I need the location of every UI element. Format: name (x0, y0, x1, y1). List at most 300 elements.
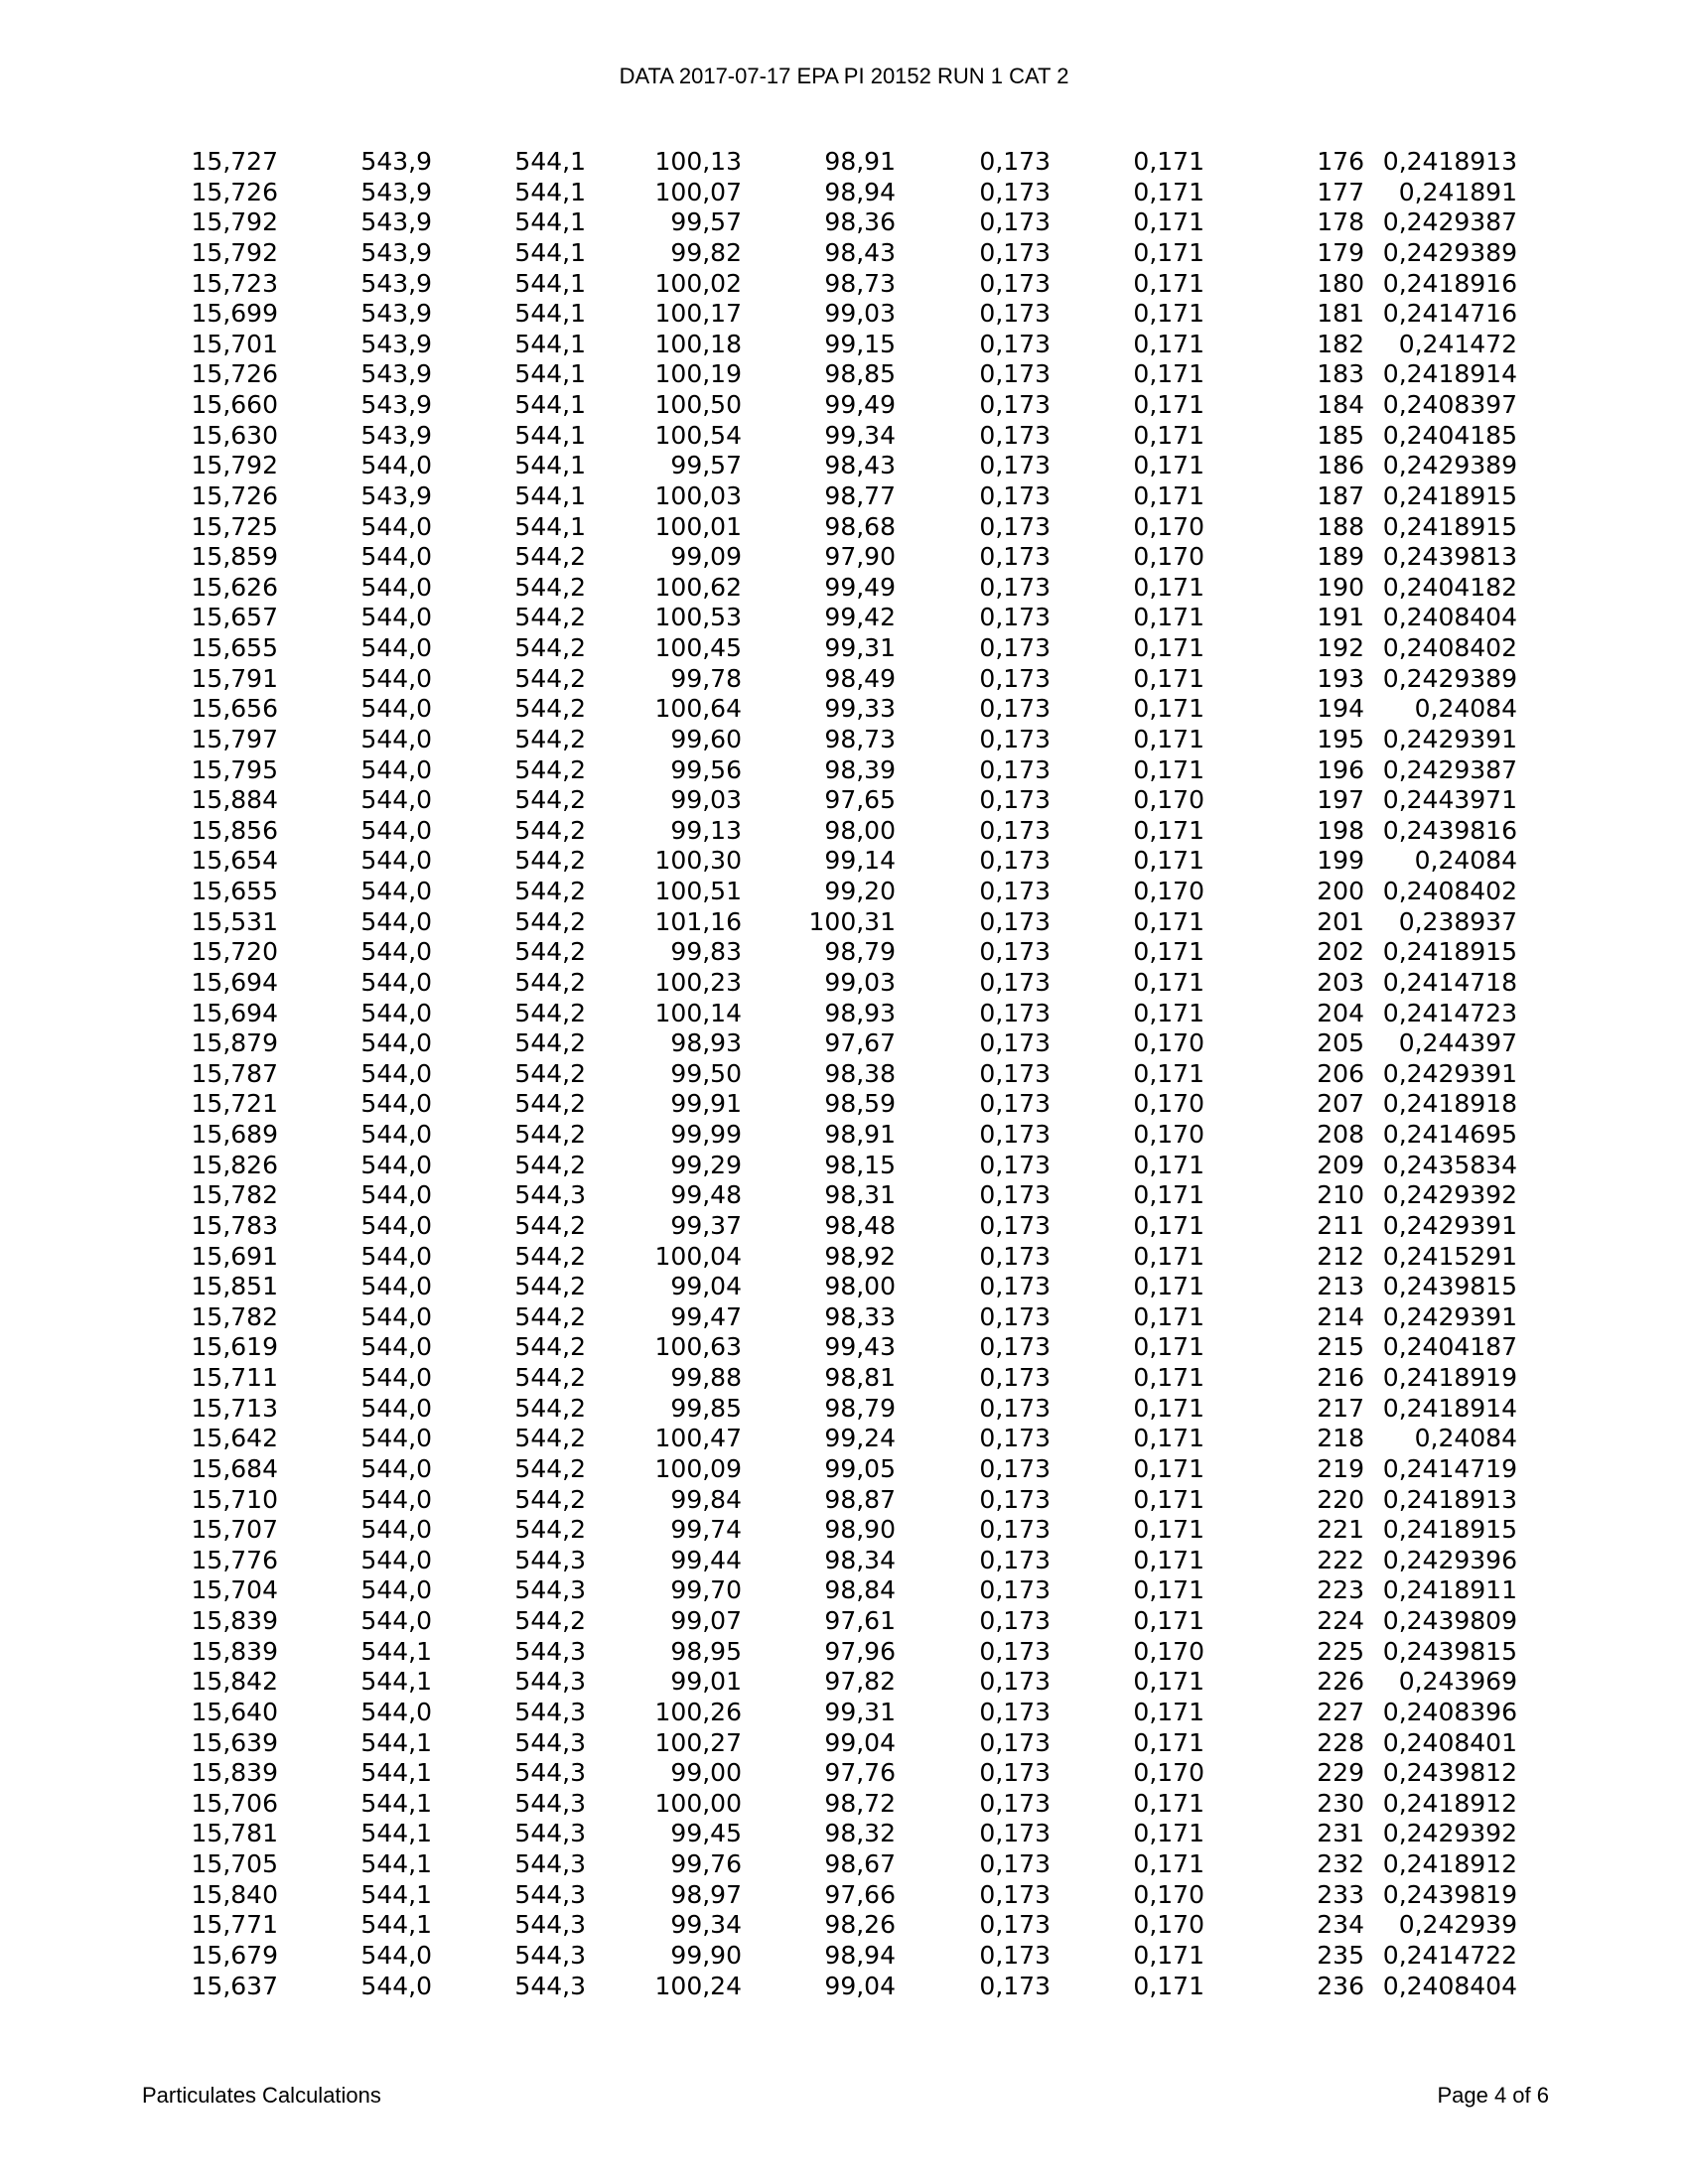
table-cell: 15,711 (191, 1363, 278, 1392)
table-cell: 0,173 (979, 877, 1051, 905)
table-cell: 544,3 (514, 1879, 586, 1909)
table-cell: 15,689 (191, 1120, 278, 1149)
table-cell: 544,0 (360, 998, 432, 1027)
table-cell: 15,710 (191, 1484, 278, 1514)
table-cell: 0,173 (979, 1332, 1051, 1362)
table-cell: 0,171 (1133, 268, 1204, 298)
table-cell: 15,704 (191, 1575, 278, 1605)
table-cell: 543,9 (360, 329, 432, 358)
table-cell: 0,171 (1133, 1606, 1204, 1635)
table-cell: 98,32 (824, 1819, 896, 1848)
table-row (0, 1089, 1517, 1120)
table-cell: 99,70 (670, 1575, 742, 1605)
table-cell: 0,241472 (1398, 329, 1517, 358)
table-cell: 0,2404187 (1382, 1332, 1517, 1362)
table-cell: 0,173 (979, 846, 1051, 876)
table-cell: 544,1 (360, 1879, 432, 1909)
table-cell: 100,17 (654, 299, 742, 329)
table-cell: 544,1 (514, 237, 586, 267)
table-cell: 15,842 (191, 1667, 278, 1697)
table-row (0, 1363, 1517, 1394)
table-cell: 99,48 (670, 1180, 742, 1210)
table-cell: 99,34 (824, 420, 896, 450)
table-cell: 98,79 (824, 1393, 896, 1423)
table-cell: 544,0 (360, 1393, 432, 1423)
table-row (0, 968, 1517, 999)
table-cell: 100,62 (654, 572, 742, 602)
table-row (0, 1789, 1517, 1820)
table-cell: 0,173 (979, 754, 1051, 784)
table-cell: 15,706 (191, 1788, 278, 1818)
table-cell: 15,699 (191, 299, 278, 329)
table-cell: 544,1 (514, 359, 586, 389)
table-cell: 15,691 (191, 1241, 278, 1271)
table-cell: 232 (1317, 1849, 1364, 1878)
table-cell: 0,171 (1133, 724, 1204, 753)
table-cell: 0,171 (1133, 451, 1204, 480)
table-cell: 543,9 (360, 237, 432, 267)
table-cell: 0,170 (1133, 1120, 1204, 1149)
table-cell: 98,26 (824, 1910, 896, 1940)
table-cell: 15,655 (191, 633, 278, 662)
table-cell: 99,15 (824, 329, 896, 358)
table-cell: 0,170 (1133, 877, 1204, 905)
table-cell: 182 (1317, 329, 1364, 358)
table-cell: 97,82 (824, 1667, 896, 1697)
table-cell: 0,171 (1133, 420, 1204, 450)
table-cell: 544,3 (514, 1849, 586, 1878)
table-row (0, 999, 1517, 1029)
table-cell: 544,0 (360, 1971, 432, 2000)
table-cell: 204 (1317, 998, 1364, 1027)
table-cell: 0,2408404 (1382, 603, 1517, 632)
table-cell: 15,619 (191, 1332, 278, 1362)
table-cell: 0,243969 (1398, 1667, 1517, 1697)
table-cell: 544,1 (514, 420, 586, 450)
table-cell: 544,0 (360, 694, 432, 724)
table-cell: 543,9 (360, 207, 432, 237)
table-cell: 202 (1317, 937, 1364, 967)
table-cell: 207 (1317, 1089, 1364, 1119)
table-cell: 544,2 (514, 1515, 586, 1545)
table-cell: 544,2 (514, 1484, 586, 1514)
table-cell: 0,238937 (1398, 906, 1517, 936)
table-cell: 0,170 (1133, 785, 1204, 815)
table-cell: 100,09 (654, 1453, 742, 1483)
table-cell: 0,173 (979, 542, 1051, 572)
table-cell: 0,171 (1133, 815, 1204, 845)
table-cell: 544,2 (514, 1120, 586, 1149)
table-cell: 544,1 (514, 268, 586, 298)
table-cell: 0,173 (979, 1575, 1051, 1605)
table-cell: 0,173 (979, 1971, 1051, 2000)
table-cell: 188 (1317, 511, 1364, 541)
table-row (0, 1120, 1517, 1151)
table-cell: 15,654 (191, 846, 278, 876)
table-cell: 15,640 (191, 1697, 278, 1726)
table-cell: 15,776 (191, 1545, 278, 1574)
table-cell: 15,701 (191, 329, 278, 358)
table-cell: 15,782 (191, 1301, 278, 1331)
table-cell: 544,3 (514, 1910, 586, 1940)
table-cell: 100,31 (808, 906, 896, 936)
table-cell: 100,23 (654, 967, 742, 997)
table-cell: 543,9 (360, 177, 432, 206)
table-cell: 99,01 (670, 1667, 742, 1697)
table-cell: 0,171 (1133, 1150, 1204, 1179)
table-cell: 201 (1317, 906, 1364, 936)
table-cell: 0,173 (979, 785, 1051, 815)
table-row (0, 1941, 1517, 1972)
table-cell: 0,2439816 (1382, 815, 1517, 845)
table-cell: 544,0 (360, 451, 432, 480)
table-cell: 15,726 (191, 480, 278, 510)
table-cell: 99,82 (670, 237, 742, 267)
table-cell: 99,37 (670, 1210, 742, 1240)
table-cell: 0,2439819 (1382, 1879, 1517, 1909)
table-cell: 99,03 (824, 299, 896, 329)
table-cell: 178 (1317, 207, 1364, 237)
table-cell: 15,657 (191, 603, 278, 632)
table-cell: 544,1 (360, 1667, 432, 1697)
table-cell: 0,2418915 (1382, 511, 1517, 541)
table-cell: 99,31 (824, 1697, 896, 1726)
table-cell: 0,170 (1133, 1636, 1204, 1666)
table-cell: 0,171 (1133, 1393, 1204, 1423)
table-cell: 15,879 (191, 1028, 278, 1058)
table-cell: 544,0 (360, 1363, 432, 1392)
table-cell: 0,173 (979, 1363, 1051, 1392)
table-cell: 0,2439813 (1382, 542, 1517, 572)
table-cell: 99,90 (670, 1940, 742, 1970)
table-cell: 544,0 (360, 1453, 432, 1483)
table-row (0, 785, 1517, 816)
table-cell: 100,02 (654, 268, 742, 298)
page-header: DATA 2017-07-17 EPA PI 20152 RUN 1 CAT 2 (619, 64, 1069, 88)
table-cell: 0,171 (1133, 1515, 1204, 1545)
table-cell: 215 (1317, 1332, 1364, 1362)
table-cell: 544,2 (514, 1424, 586, 1453)
table-cell: 99,76 (670, 1849, 742, 1878)
table-row (0, 664, 1517, 695)
table-cell: 0,170 (1133, 1028, 1204, 1058)
table-cell: 0,2418912 (1382, 1849, 1517, 1878)
table-cell: 0,2439809 (1382, 1606, 1517, 1635)
table-cell: 0,2418913 (1382, 147, 1517, 176)
table-row (0, 1272, 1517, 1302)
table-cell: 198 (1317, 815, 1364, 845)
table-cell: 99,42 (824, 603, 896, 632)
table-cell: 97,61 (824, 1606, 896, 1635)
table-cell: 544,2 (514, 1453, 586, 1483)
table-cell: 0,2439815 (1382, 1272, 1517, 1301)
table-cell: 98,38 (824, 1058, 896, 1088)
table-cell: 544,2 (514, 694, 586, 724)
table-cell: 100,24 (654, 1971, 742, 2000)
table-cell: 0,2429392 (1382, 1180, 1517, 1210)
table-cell: 223 (1317, 1575, 1364, 1605)
table-cell: 15,694 (191, 998, 278, 1027)
table-cell: 543,9 (360, 268, 432, 298)
table-cell: 203 (1317, 967, 1364, 997)
table-cell: 0,2408401 (1382, 1727, 1517, 1757)
table-cell: 0,171 (1133, 480, 1204, 510)
table-cell: 99,29 (670, 1150, 742, 1179)
table-cell: 99,57 (670, 207, 742, 237)
table-cell: 0,171 (1133, 1484, 1204, 1514)
table-cell: 98,93 (670, 1028, 742, 1058)
table-row (0, 1454, 1517, 1485)
table-cell: 220 (1317, 1484, 1364, 1514)
table-row (0, 1849, 1517, 1880)
table-cell: 0,173 (979, 1241, 1051, 1271)
table-cell: 0,173 (979, 998, 1051, 1027)
table-cell: 15,781 (191, 1819, 278, 1848)
table-cell: 99,04 (824, 1971, 896, 2000)
table-cell: 0,171 (1133, 1453, 1204, 1483)
table-cell: 0,173 (979, 1788, 1051, 1818)
table-cell: 0,2439815 (1382, 1636, 1517, 1666)
table-cell: 0,171 (1133, 1180, 1204, 1210)
table-cell: 15,679 (191, 1940, 278, 1970)
table-cell: 543,9 (360, 390, 432, 419)
table-cell: 0,171 (1133, 207, 1204, 237)
table-row (0, 299, 1517, 330)
table-cell: 0,2429392 (1382, 1819, 1517, 1848)
table-cell: 98,48 (824, 1210, 896, 1240)
table-cell: 544,1 (514, 451, 586, 480)
table-cell: 214 (1317, 1301, 1364, 1331)
table-cell: 0,2414723 (1382, 998, 1517, 1027)
table-cell: 226 (1317, 1667, 1364, 1697)
table-cell: 97,66 (824, 1879, 896, 1909)
table-cell: 544,0 (360, 1545, 432, 1574)
table-row (0, 1151, 1517, 1181)
table-cell: 0,173 (979, 967, 1051, 997)
table-cell: 0,171 (1133, 1819, 1204, 1848)
table-cell: 544,2 (514, 1363, 586, 1392)
table-cell: 544,1 (514, 511, 586, 541)
table-cell: 0,173 (979, 1910, 1051, 1940)
table-cell: 0,171 (1133, 299, 1204, 329)
table-cell: 236 (1317, 1971, 1364, 2000)
table-cell: 0,173 (979, 906, 1051, 936)
table-cell: 15,626 (191, 572, 278, 602)
table-body (0, 147, 1517, 2001)
table-cell: 15,792 (191, 237, 278, 267)
table-row (0, 1972, 1517, 2002)
table-cell: 99,04 (670, 1272, 742, 1301)
table-cell: 544,2 (514, 542, 586, 572)
table-cell: 0,171 (1133, 1058, 1204, 1088)
table-cell: 0,171 (1133, 1363, 1204, 1392)
table-cell: 98,92 (824, 1241, 896, 1271)
table-cell: 0,171 (1133, 359, 1204, 389)
table-row (0, 1819, 1517, 1849)
table-cell: 0,173 (979, 1545, 1051, 1574)
table-cell: 0,173 (979, 1210, 1051, 1240)
table-cell: 544,0 (360, 754, 432, 784)
table-cell: 98,87 (824, 1484, 896, 1514)
table-cell: 98,00 (824, 815, 896, 845)
table-cell: 15,840 (191, 1879, 278, 1909)
table-cell: 0,173 (979, 237, 1051, 267)
table-cell: 544,0 (360, 572, 432, 602)
table-row (0, 269, 1517, 300)
table-cell: 99,31 (824, 633, 896, 662)
table-cell: 98,91 (824, 1120, 896, 1149)
table-cell: 99,33 (824, 694, 896, 724)
table-cell: 100,19 (654, 359, 742, 389)
table-row (0, 451, 1517, 481)
table-cell: 99,07 (670, 1606, 742, 1635)
table-cell: 0,173 (979, 815, 1051, 845)
table-cell: 100,27 (654, 1727, 742, 1757)
table-cell: 0,173 (979, 1667, 1051, 1697)
table-cell: 544,3 (514, 1971, 586, 2000)
table-cell: 544,3 (514, 1727, 586, 1757)
table-cell: 99,00 (670, 1758, 742, 1788)
table-cell: 0,2414722 (1382, 1940, 1517, 1970)
table-cell: 0,2404185 (1382, 420, 1517, 450)
table-cell: 0,2435834 (1382, 1150, 1517, 1179)
table-cell: 0,171 (1133, 1332, 1204, 1362)
table-cell: 197 (1317, 785, 1364, 815)
table-row (0, 937, 1517, 968)
table-row (0, 1394, 1517, 1425)
table-cell: 544,0 (360, 1697, 432, 1726)
table-cell: 0,2414719 (1382, 1453, 1517, 1483)
table-row (0, 633, 1517, 664)
table-cell: 15,797 (191, 724, 278, 753)
table-cell: 100,26 (654, 1697, 742, 1726)
table-cell: 15,705 (191, 1849, 278, 1878)
table-cell: 15,792 (191, 207, 278, 237)
table-row (0, 1211, 1517, 1242)
table-cell: 544,1 (360, 1727, 432, 1757)
table-cell: 100,18 (654, 329, 742, 358)
table-cell: 0,171 (1133, 633, 1204, 662)
table-cell: 233 (1317, 1879, 1364, 1909)
table-cell: 15,792 (191, 451, 278, 480)
table-cell: 100,63 (654, 1332, 742, 1362)
table-cell: 0,171 (1133, 1241, 1204, 1271)
table-cell: 98,00 (824, 1272, 896, 1301)
footer-page-number: Page 4 of 6 (1437, 2083, 1549, 2108)
table-cell: 228 (1317, 1727, 1364, 1757)
table-cell: 0,2418915 (1382, 1515, 1517, 1545)
table-cell: 0,173 (979, 147, 1051, 176)
table-cell: 0,2429387 (1382, 754, 1517, 784)
table-cell: 0,2429391 (1382, 724, 1517, 753)
table-cell: 0,173 (979, 1120, 1051, 1149)
table-cell: 98,79 (824, 937, 896, 967)
table-cell: 221 (1317, 1515, 1364, 1545)
data-table (0, 147, 1517, 2001)
table-cell: 544,2 (514, 1606, 586, 1635)
table-cell: 544,0 (360, 1272, 432, 1301)
table-cell: 99,88 (670, 1363, 742, 1392)
table-cell: 15,723 (191, 268, 278, 298)
table-cell: 190 (1317, 572, 1364, 602)
table-cell: 15,726 (191, 359, 278, 389)
table-cell: 97,76 (824, 1758, 896, 1788)
table-cell: 218 (1317, 1424, 1364, 1453)
table-cell: 544,2 (514, 815, 586, 845)
table-cell: 98,49 (824, 663, 896, 693)
table-cell: 192 (1317, 633, 1364, 662)
table-cell: 544,1 (360, 1910, 432, 1940)
table-cell: 0,2418916 (1382, 268, 1517, 298)
table-cell: 216 (1317, 1363, 1364, 1392)
table-cell: 99,03 (824, 967, 896, 997)
table-cell: 98,95 (670, 1636, 742, 1666)
table-cell: 544,3 (514, 1180, 586, 1210)
table-cell: 99,03 (670, 785, 742, 815)
table-cell: 544,0 (360, 663, 432, 693)
table-cell: 0,173 (979, 1028, 1051, 1058)
table-row (0, 755, 1517, 786)
table-row (0, 542, 1517, 573)
table-cell: 544,2 (514, 603, 586, 632)
table-cell: 15,684 (191, 1453, 278, 1483)
table-cell: 234 (1317, 1910, 1364, 1940)
table-row (0, 330, 1517, 360)
table-cell: 193 (1317, 663, 1364, 693)
table-cell: 0,173 (979, 1089, 1051, 1119)
table-cell: 100,45 (654, 633, 742, 662)
table-cell: 15,856 (191, 815, 278, 845)
table-cell: 0,173 (979, 572, 1051, 602)
table-cell: 0,173 (979, 663, 1051, 693)
table-cell: 544,2 (514, 906, 586, 936)
table-cell: 544,1 (360, 1758, 432, 1788)
table-cell: 0,2429387 (1382, 207, 1517, 237)
table-cell: 15,782 (191, 1180, 278, 1210)
table-row (0, 573, 1517, 604)
table-cell: 100,50 (654, 390, 742, 419)
table-row (0, 421, 1517, 452)
table-row (0, 1667, 1517, 1698)
table-cell: 0,173 (979, 451, 1051, 480)
table-cell: 191 (1317, 603, 1364, 632)
table-cell: 0,173 (979, 480, 1051, 510)
table-cell: 0,173 (979, 329, 1051, 358)
table-cell: 0,171 (1133, 1272, 1204, 1301)
table-cell: 100,47 (654, 1424, 742, 1453)
table-cell: 544,0 (360, 511, 432, 541)
table-cell: 0,2439812 (1382, 1758, 1517, 1788)
table-cell: 0,173 (979, 633, 1051, 662)
table-cell: 185 (1317, 420, 1364, 450)
table-cell: 0,171 (1133, 390, 1204, 419)
table-cell: 0,2418915 (1382, 937, 1517, 967)
table-cell: 0,2415291 (1382, 1241, 1517, 1271)
table-cell: 15,720 (191, 937, 278, 967)
table-cell: 0,173 (979, 1758, 1051, 1788)
table-cell: 99,44 (670, 1545, 742, 1574)
table-cell: 0,170 (1133, 542, 1204, 572)
table-cell: 0,2418915 (1382, 480, 1517, 510)
table-cell: 544,0 (360, 1089, 432, 1119)
table-cell: 544,2 (514, 1272, 586, 1301)
table-cell: 0,170 (1133, 1910, 1204, 1940)
table-row (0, 1910, 1517, 1941)
table-cell: 0,173 (979, 1515, 1051, 1545)
table-cell: 544,2 (514, 1089, 586, 1119)
table-cell: 0,173 (979, 1819, 1051, 1848)
table-cell: 98,67 (824, 1849, 896, 1878)
